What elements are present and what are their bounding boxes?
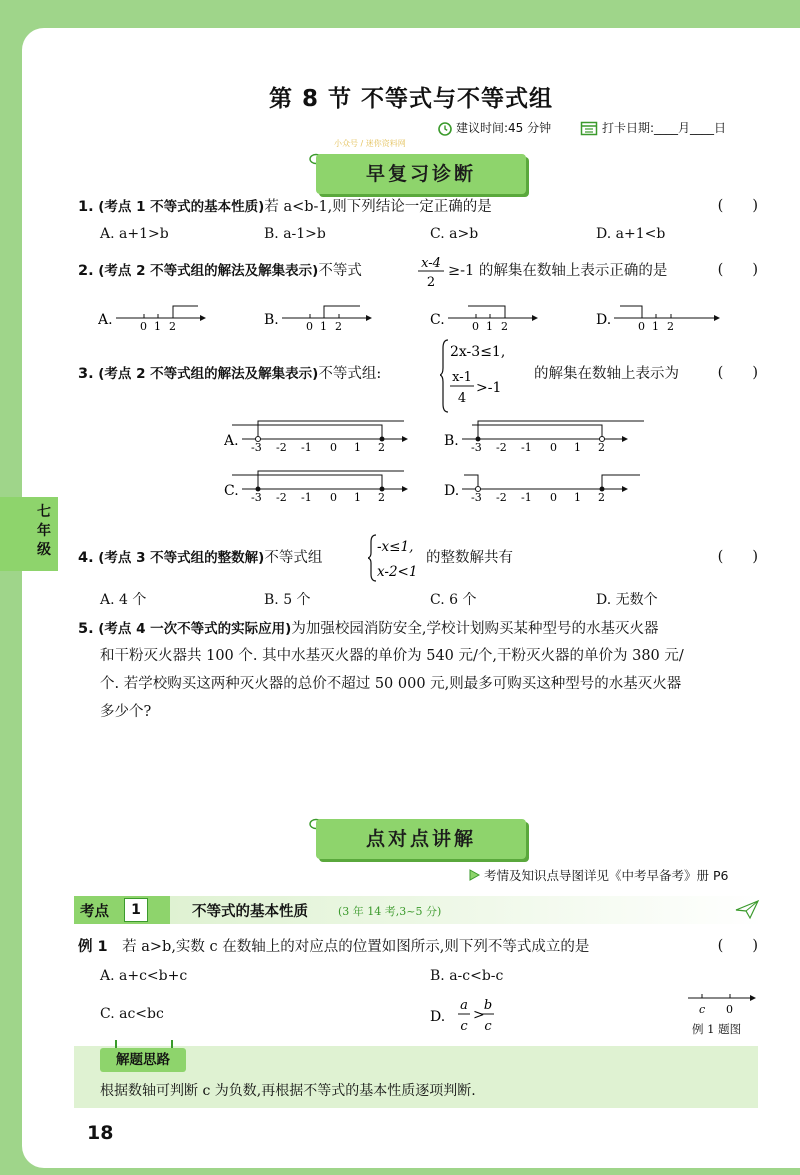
watermark: 小众号 / 迷你资料网 (334, 139, 406, 148)
q2-text-after: ≥-1 的解集在数轴上表示正确的是 (448, 263, 668, 279)
question-2: 2. (考点 2 不等式组的解法及解集表示)不等式 (78, 263, 362, 279)
q3-system (440, 336, 530, 414)
kaodian-sub: (3 年 14 考,3~5 分) (338, 905, 442, 918)
ex1-fig-0: 0 (726, 1003, 733, 1016)
question-1: 1. (考点 1 不等式的基本性质)若 a<b-1,则下列结论一定正确的是 (78, 199, 492, 215)
svg-text:1: 1 (486, 320, 493, 333)
q5-line3: 个. 若学校购买这两种灭火器的总价不超过 50 000 元,则最多可购买这种型号的水基灭火器 (100, 676, 682, 692)
answer-paren-2: ( ) (717, 262, 758, 278)
svg-text:2: 2 (378, 441, 385, 454)
ex1-figure (686, 992, 760, 1020)
svg-text:0: 0 (140, 320, 147, 333)
svg-text:1: 1 (574, 491, 581, 504)
q3-label-b: B. (444, 433, 459, 449)
svg-text:0: 0 (306, 320, 313, 333)
svg-text:2: 2 (598, 441, 605, 454)
q2-numberline-d (596, 306, 720, 333)
q3-frac-num: x-1 (452, 370, 472, 385)
answer-paren-1: ( ) (717, 198, 758, 214)
q2-label-c: C. (430, 312, 445, 328)
svg-text:-3: -3 (471, 491, 482, 504)
svg-text:0: 0 (330, 491, 337, 504)
ex1-option-c: C. ac<bc (100, 1006, 164, 1022)
q1-option-b: B. a-1>b (264, 226, 326, 242)
question-5: 5. (考点 4 一次不等式的实际应用)为加强校园消防安全,学校计划购买某种型号的水基灭火器 (78, 621, 659, 637)
q2-number-lines (98, 296, 788, 334)
svg-text:-3: -3 (251, 441, 262, 454)
q3-numberline-d (444, 475, 640, 504)
svg-text:2: 2 (335, 320, 342, 333)
svg-text:-2: -2 (276, 491, 287, 504)
svg-text:0: 0 (330, 441, 337, 454)
svg-text:2: 2 (169, 320, 176, 333)
svg-text:0: 0 (472, 320, 479, 333)
svg-text:1: 1 (574, 441, 581, 454)
section-banner-review: 早复习诊断 (316, 154, 526, 194)
alarm-clock-icon (437, 120, 453, 136)
suggested-time: 建议时间:45 分钟 (456, 121, 552, 135)
question-3: 3. (考点 2 不等式组的解法及解集表示)不等式组: (78, 366, 382, 382)
ex1-d-label: D. (430, 1009, 446, 1025)
q3-label-c: C. (224, 483, 239, 499)
q3-numberline-a (224, 421, 408, 454)
q3-text-after: 的解集在数轴上表示为 (534, 366, 679, 382)
ex1-option-d (430, 994, 520, 1036)
reference-note: 考情及知识点导图详见《中考早备考》册 P6 (484, 868, 729, 883)
q3-numberline-b (444, 421, 644, 454)
svg-text:0: 0 (638, 320, 645, 333)
q4-option-b: B. 5 个 (264, 592, 311, 608)
thinking-label: 解题思路 (100, 1048, 186, 1072)
q2-label-d: D. (596, 312, 612, 328)
ex1-d-num1: a (460, 998, 468, 1013)
svg-text:1: 1 (354, 441, 361, 454)
ex1-d-gt: > (473, 1007, 485, 1023)
ex1-d-den2: c (484, 1019, 492, 1034)
kaodian-label: 考点 (80, 904, 109, 920)
calendar-icon (580, 120, 598, 136)
thinking-text: 根据数轴可判断 c 为负数,再根据不等式的基本性质逐项判断. (100, 1083, 476, 1099)
kaodian-title: 不等式的基本性质 (192, 904, 308, 920)
svg-text:-1: -1 (301, 441, 312, 454)
q2-label-a: A. (98, 312, 113, 328)
arrow-right-icon (468, 868, 482, 882)
kaodian-bar (74, 896, 764, 924)
q2-label-b: B. (264, 312, 279, 328)
question-4: 4. (考点 3 不等式组的整数解)不等式组 (78, 550, 323, 566)
svg-text:-1: -1 (521, 491, 532, 504)
ex1-fig-c: c (699, 1003, 706, 1016)
paper-plane-icon (734, 898, 760, 920)
svg-text:2: 2 (598, 491, 605, 504)
page-title: 第 8 节 不等式与不等式组 (268, 86, 554, 112)
grade-side-tab (0, 497, 58, 571)
page-number: 18 (87, 1122, 114, 1144)
q3-number-lines (224, 412, 664, 504)
q3-label-d: D. (444, 483, 460, 499)
ex1-option-a: A. a+c<b+c (100, 968, 188, 984)
q4-option-c: C. 6 个 (430, 592, 477, 608)
svg-text:-1: -1 (301, 491, 312, 504)
q3-frac-den: 4 (457, 391, 467, 406)
svg-text:2: 2 (667, 320, 674, 333)
q2-numberline-b (264, 306, 372, 333)
checkin-date: 打卡日期:____月____日 (602, 121, 727, 135)
section-banner-explain: 点对点讲解 (316, 819, 526, 859)
answer-paren-4: ( ) (717, 549, 758, 565)
ex1-option-b: B. a-c<b-c (430, 968, 504, 984)
svg-text:1: 1 (154, 320, 161, 333)
q4-line2: x-2<1 (377, 564, 418, 580)
q5-line4: 多少个? (100, 704, 152, 720)
svg-text:-2: -2 (496, 491, 507, 504)
q5-line2: 和干粉灭火器共 100 个. 其中水基灭火器的单价为 540 元/个,干粉灭火器的单价为 380 元/ (100, 648, 684, 664)
kaodian-number: 1 (124, 898, 148, 922)
svg-text:1: 1 (320, 320, 327, 333)
q2-frac-num: x-4 (421, 256, 441, 271)
grade-label: 七年级 (37, 504, 51, 558)
q3-line1: 2x-3≤1, (450, 344, 506, 360)
q4-option-d: D. 无数个 (596, 592, 658, 608)
q4-system (368, 532, 424, 584)
q1-option-d: D. a+1<b (596, 226, 666, 242)
q2-numberline-a (98, 306, 206, 333)
example-1: 例 1 若 a>b,实数 c 在数轴上的对应点的位置如图所示,则下列不等式成立的是 (78, 939, 590, 955)
ex1-d-num2: b (483, 998, 493, 1013)
q2-frac-den: 2 (426, 275, 436, 290)
q4-text-after: 的整数解共有 (426, 550, 513, 566)
page-sheet (22, 28, 800, 1168)
q2-fraction (416, 252, 446, 292)
svg-text:-2: -2 (496, 441, 507, 454)
q2-numberline-c (430, 306, 538, 333)
svg-text:2: 2 (378, 491, 385, 504)
q4-option-a: A. 4 个 (100, 592, 147, 608)
svg-text:-2: -2 (276, 441, 287, 454)
q1-option-c: C. a>b (430, 226, 479, 242)
svg-text:1: 1 (354, 491, 361, 504)
answer-paren-3: ( ) (717, 365, 758, 381)
svg-text:-3: -3 (471, 441, 482, 454)
q3-numberline-c (224, 471, 408, 504)
svg-text:-1: -1 (521, 441, 532, 454)
ex1-d-den1: c (460, 1019, 468, 1034)
q1-option-a: A. a+1>b (100, 226, 169, 242)
q4-line1: -x≤1, (377, 539, 414, 555)
q3-line2-after: >-1 (476, 380, 502, 396)
ex1-figure-caption: 例 1 题图 (692, 1022, 742, 1036)
answer-paren-ex1: ( ) (717, 938, 758, 954)
svg-text:0: 0 (550, 491, 557, 504)
svg-text:1: 1 (652, 320, 659, 333)
q3-label-a: A. (224, 433, 239, 449)
svg-text:0: 0 (550, 441, 557, 454)
svg-text:2: 2 (501, 320, 508, 333)
svg-text:-3: -3 (251, 491, 262, 504)
